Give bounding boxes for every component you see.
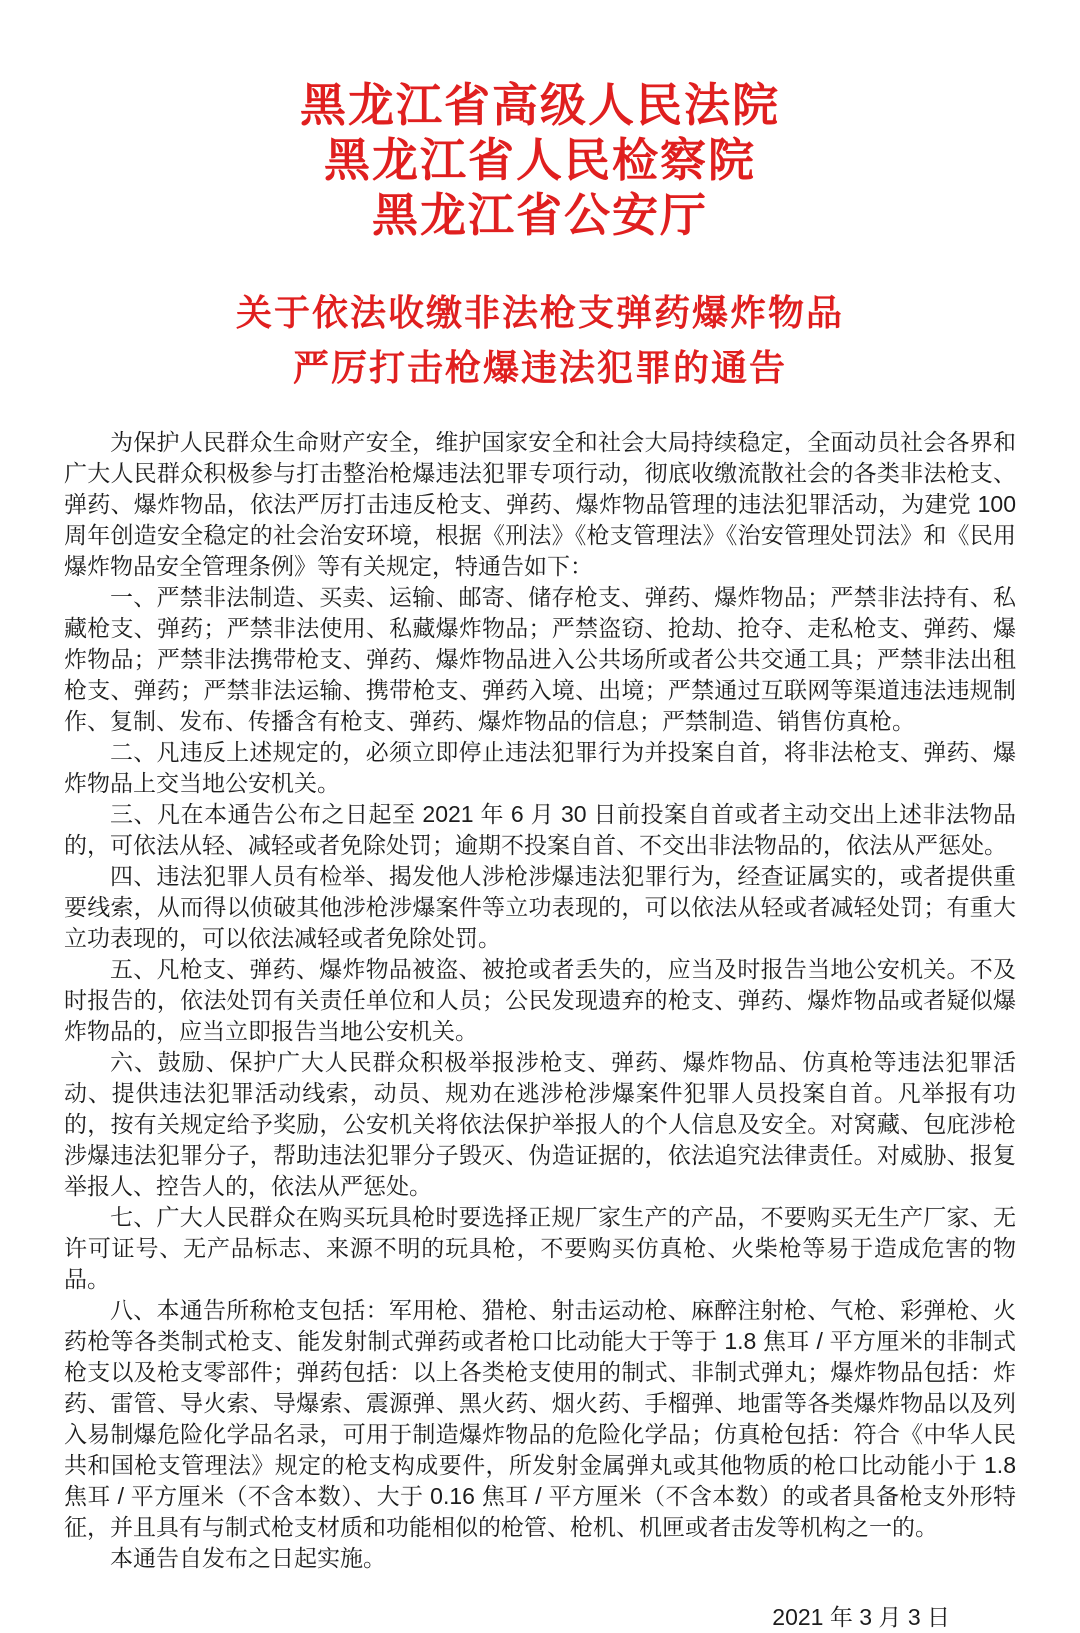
paragraph-item-5: 五、凡枪支、弹药、爆炸物品被盗、被抢或者丢失的，应当及时报告当地公安机关。不及时报告的，依法处罚有关责任单位和人员；公民发现遗弃的枪支、弹药、爆炸物品或者疑似爆炸物品的，应当立即报告当地公安机关。 (64, 956, 1016, 1044)
paragraph-item-6: 六、鼓励、保护广大人民群众积极举报涉枪支、弹药、爆炸物品、仿真枪等违法犯罪活动、提供违法犯罪活动线索，动员、规劝在逃涉枪涉爆案件犯罪人员投案自首。凡举报有功的，按有关规定给予奖励，公安机关将依法保护举报人的个人信息及安全。对窝藏、包庇涉枪涉爆违法犯罪分子，帮助违法犯罪分子毁灭、伪造证据的，依法追究法律责任。对威胁、报复举报人、控告人的，依法从严惩处。 (64, 1049, 1016, 1199)
notice-body (64, 427, 1016, 1574)
paragraph-item-7: 七、广大人民群众在购买玩具枪时要选择正规厂家生产的产品，不要购买无生产厂家、无许可证号、无产品标志、来源不明的玩具枪，不要购买仿真枪、火柴枪等易于造成危害的物品。 (64, 1204, 1016, 1292)
paragraph-item-8: 八、本通告所称枪支包括：军用枪、猎枪、射击运动枪、麻醉注射枪、气枪、彩弹枪、火药枪等各类制式枪支、能发射制式弹药或者枪口比动能大于等于 1.8 焦耳 / 平方厘米的非制式枪支以及枪支零部件；弹药包括：以上各类枪支使用的制式、非制式弹丸；爆炸物品包括：炸药、雷管、导火索、导爆索、震源弹、黑火药、烟火药、手榴弹、地雷等各类爆炸物品以及列入易制爆危险化学品名录，可用于制造爆炸物品的危险化学品；仿真枪包括：符合《中华人民共和国枪支管理法》规定的枪支构成要件，所发射金属弹丸或其他物质的枪口比动能小于 1.8 焦耳 / 平方厘米（不含本数）、大于 0.16 焦耳 / 平方厘米（不含本数）的或者具备枪支外形特征，并且具有与制式枪支材质和功能相似的枪管、枪机、机匣或者击发等机构之一的。 (64, 1297, 1016, 1540)
paragraph-item-4: 四、违法犯罪人员有检举、揭发他人涉枪涉爆违法犯罪行为，经查证属实的，或者提供重要线索，从而得以侦破其他涉枪涉爆案件等立功表现的，可以依法从轻或者减轻处罚；有重大立功表现的，可以依法减轻或者免除处罚。 (64, 863, 1016, 951)
issue-date: 2021 年 3 月 3 日 (772, 1604, 950, 1630)
paragraph-item-1: 一、严禁非法制造、买卖、运输、邮寄、储存枪支、弹药、爆炸物品；严禁非法持有、私藏枪支、弹药；严禁非法使用、私藏爆炸物品；严禁盗窃、抢劫、抢夺、走私枪支、弹药、爆炸物品；严禁非法携带枪支、弹药、爆炸物品进入公共场所或者公共交通工具；严禁非法出租枪支、弹药；严禁非法运输、携带枪支、弹药入境、出境；严禁通过互联网等渠道违法违规制作、复制、发布、传播含有枪支、弹药、爆炸物品的信息；严禁制造、销售仿真枪。 (64, 584, 1016, 734)
issuer-line-high-court: 黑龙江省高级人民法院 (300, 80, 780, 131)
paragraph-item-2: 二、凡违反上述规定的，必须立即停止违法犯罪行为并投案自首，将非法枪支、弹药、爆炸物品上交当地公安机关。 (64, 739, 1016, 796)
issuer-block (0, 78, 1080, 243)
issuer-line-public-security: 黑龙江省公安厅 (372, 190, 708, 241)
notice-title-line-1: 关于依法收缴非法枪支弹药爆炸物品 (235, 292, 844, 333)
notice-title (0, 285, 1080, 395)
paragraph-preamble: 为保护人民群众生命财产安全，维护国家安全和社会大局持续稳定，全面动员社会各界和广大人民群众积极参与打击整治枪爆违法犯罪专项行动，彻底收缴流散社会的各类非法枪支、弹药、爆炸物品，依法严厉打击违反枪支、弹药、爆炸物品管理的违法犯罪活动，为建党 100 周年创造安全稳定的社会治安环境，根据《刑法》《枪支管理法》《治安管理处罚法》和《民用爆炸物品安全管理条例》等有关规定，特通告如下： (64, 429, 1016, 579)
issuer-line-procuratorate: 黑龙江省人民检察院 (324, 135, 756, 186)
paragraph-item-3: 三、凡在本通告公布之日起至 2021 年 6 月 30 日前投案自首或者主动交出上述非法物品的，可依法从轻、减轻或者免除处罚；逾期不投案自首、不交出非法物品的，依法从严惩处。 (64, 801, 1016, 858)
notice-title-line-2: 严厉打击枪爆违法犯罪的通告 (292, 347, 787, 388)
paragraph-effective: 本通告自发布之日起实施。 (110, 1545, 386, 1571)
